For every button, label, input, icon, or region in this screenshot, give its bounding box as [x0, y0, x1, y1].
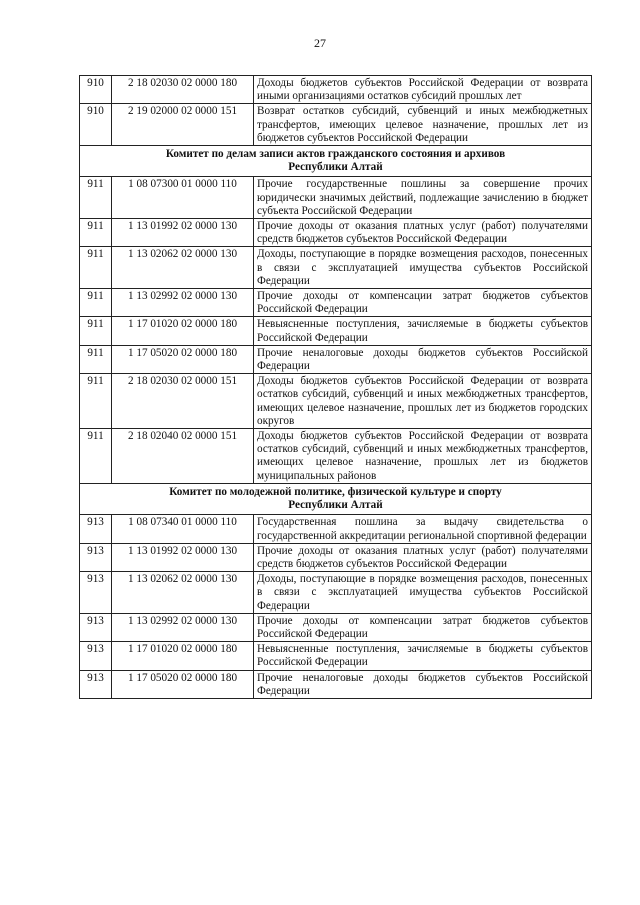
description-cell: Возврат остатков субсидий, субвенций и иных межбюджетных трансфертов, имеющих целевое назначение, прошлых лет из бюджетов субъектов Российской Федерации	[254, 104, 592, 146]
budget-code-cell: 2 18 02030 02 0000 180	[112, 76, 254, 104]
admin-code-cell: 911	[80, 317, 112, 345]
table-row	[80, 543, 592, 571]
description-cell: Прочие доходы от оказания платных услуг (работ) получателями средств бюджетов субъектов Российской Федерации	[254, 219, 592, 247]
admin-code-cell: 911	[80, 345, 112, 373]
budget-code-cell: 1 13 02992 02 0000 130	[112, 613, 254, 641]
table-row	[80, 429, 592, 484]
budget-code-cell: 2 18 02030 02 0000 151	[112, 374, 254, 429]
description-cell: Прочие доходы от оказания платных услуг (работ) получателями средств бюджетов субъектов Российской Федерации	[254, 543, 592, 571]
section-header-line: Республики Алтай	[288, 161, 383, 174]
admin-code-cell: 911	[80, 219, 112, 247]
admin-code-cell: 911	[80, 429, 112, 484]
table-row	[80, 219, 592, 247]
admin-code-cell: 913	[80, 572, 112, 614]
table-row	[80, 642, 592, 670]
description-cell: Прочие государственные пошлины за совершение прочих юридически значимых действий, подлежащие зачислению в бюджет субъекта Российской Федерации	[254, 177, 592, 219]
budget-code-cell: 1 13 01992 02 0000 130	[112, 543, 254, 571]
budget-code-cell: 1 13 02062 02 0000 130	[112, 247, 254, 289]
table-row	[80, 76, 592, 104]
table-row	[80, 317, 592, 345]
admin-code-cell: 913	[80, 613, 112, 641]
table-row	[80, 515, 592, 543]
description-cell: Прочие неналоговые доходы бюджетов субъектов Российской Федерации	[254, 345, 592, 373]
admin-code-cell: 913	[80, 543, 112, 571]
admin-code-cell: 913	[80, 670, 112, 698]
page-number: 27	[314, 36, 326, 50]
description-cell: Доходы бюджетов субъектов Российской Федерации от возврата остатков субсидий, субвенций и иных межбюджетных трансфертов, имеющих целевое назначение, прошлых лет из бюджетов городских округов	[254, 374, 592, 429]
description-cell: Прочие доходы от компенсации затрат бюджетов субъектов Российской Федерации	[254, 613, 592, 641]
description-cell: Доходы бюджетов субъектов Российской Федерации от возврата иными организациями остатков субсидий прошлых лет	[254, 76, 592, 104]
section-header	[80, 146, 592, 177]
section-header	[80, 483, 592, 514]
description-cell: Государственная пошлина за выдачу свидетельства о государственной аккредитации региональной спортивной федерации	[254, 515, 592, 543]
revenue-codes-table	[79, 75, 592, 699]
table-row	[80, 613, 592, 641]
admin-code-cell: 911	[80, 374, 112, 429]
table-row	[80, 177, 592, 219]
budget-code-cell: 2 18 02040 02 0000 151	[112, 429, 254, 484]
admin-code-cell: 910	[80, 104, 112, 146]
budget-code-cell: 1 17 01020 02 0000 180	[112, 642, 254, 670]
description-cell: Невыясненные поступления, зачисляемые в бюджеты субъектов Российской Федерации	[254, 317, 592, 345]
admin-code-cell: 911	[80, 247, 112, 289]
table-row	[80, 345, 592, 373]
description-cell: Прочие неналоговые доходы бюджетов субъектов Российской Федерации	[254, 670, 592, 698]
admin-code-cell: 910	[80, 76, 112, 104]
budget-code-cell: 1 17 05020 02 0000 180	[112, 670, 254, 698]
table-row	[80, 104, 592, 146]
section-header-line: Комитет по делам записи актов гражданского состояния и архивов	[165, 148, 506, 161]
budget-code-cell: 1 08 07300 01 0000 110	[112, 177, 254, 219]
description-cell: Доходы, поступающие в порядке возмещения расходов, понесенных в связи с эксплуатацией имущества субъектов Российской Федерации	[254, 247, 592, 289]
description-cell: Доходы, поступающие в порядке возмещения расходов, понесенных в связи с эксплуатацией имущества субъектов Российской Федерации	[254, 572, 592, 614]
table-row	[80, 374, 592, 429]
table-body	[80, 76, 592, 699]
budget-code-cell: 1 17 01020 02 0000 180	[112, 317, 254, 345]
table-row	[80, 247, 592, 289]
section-header-row	[80, 483, 592, 514]
table-row	[80, 572, 592, 614]
description-cell: Невыясненные поступления, зачисляемые в бюджеты субъектов Российской Федерации	[254, 642, 592, 670]
budget-code-cell: 1 08 07340 01 0000 110	[112, 515, 254, 543]
description-cell: Доходы бюджетов субъектов Российской Федерации от возврата остатков субсидий, субвенций и иных межбюджетных трансфертов, имеющих целевое назначение, прошлых лет из бюджетов муниципальных районов	[254, 429, 592, 484]
section-header-row	[80, 146, 592, 177]
admin-code-cell: 911	[80, 289, 112, 317]
section-header-line: Республики Алтай	[288, 499, 383, 512]
budget-code-cell: 1 13 02062 02 0000 130	[112, 572, 254, 614]
admin-code-cell: 913	[80, 515, 112, 543]
table-row	[80, 289, 592, 317]
budget-code-cell: 1 13 01992 02 0000 130	[112, 219, 254, 247]
budget-code-cell: 2 19 02000 02 0000 151	[112, 104, 254, 146]
budget-code-cell: 1 13 02992 02 0000 130	[112, 289, 254, 317]
admin-code-cell: 911	[80, 177, 112, 219]
table-row	[80, 670, 592, 698]
admin-code-cell: 913	[80, 642, 112, 670]
section-header-line: Комитет по молодежной политике, физической культуре и спорту	[169, 485, 502, 498]
description-cell: Прочие доходы от компенсации затрат бюджетов субъектов Российской Федерации	[254, 289, 592, 317]
budget-code-cell: 1 17 05020 02 0000 180	[112, 345, 254, 373]
